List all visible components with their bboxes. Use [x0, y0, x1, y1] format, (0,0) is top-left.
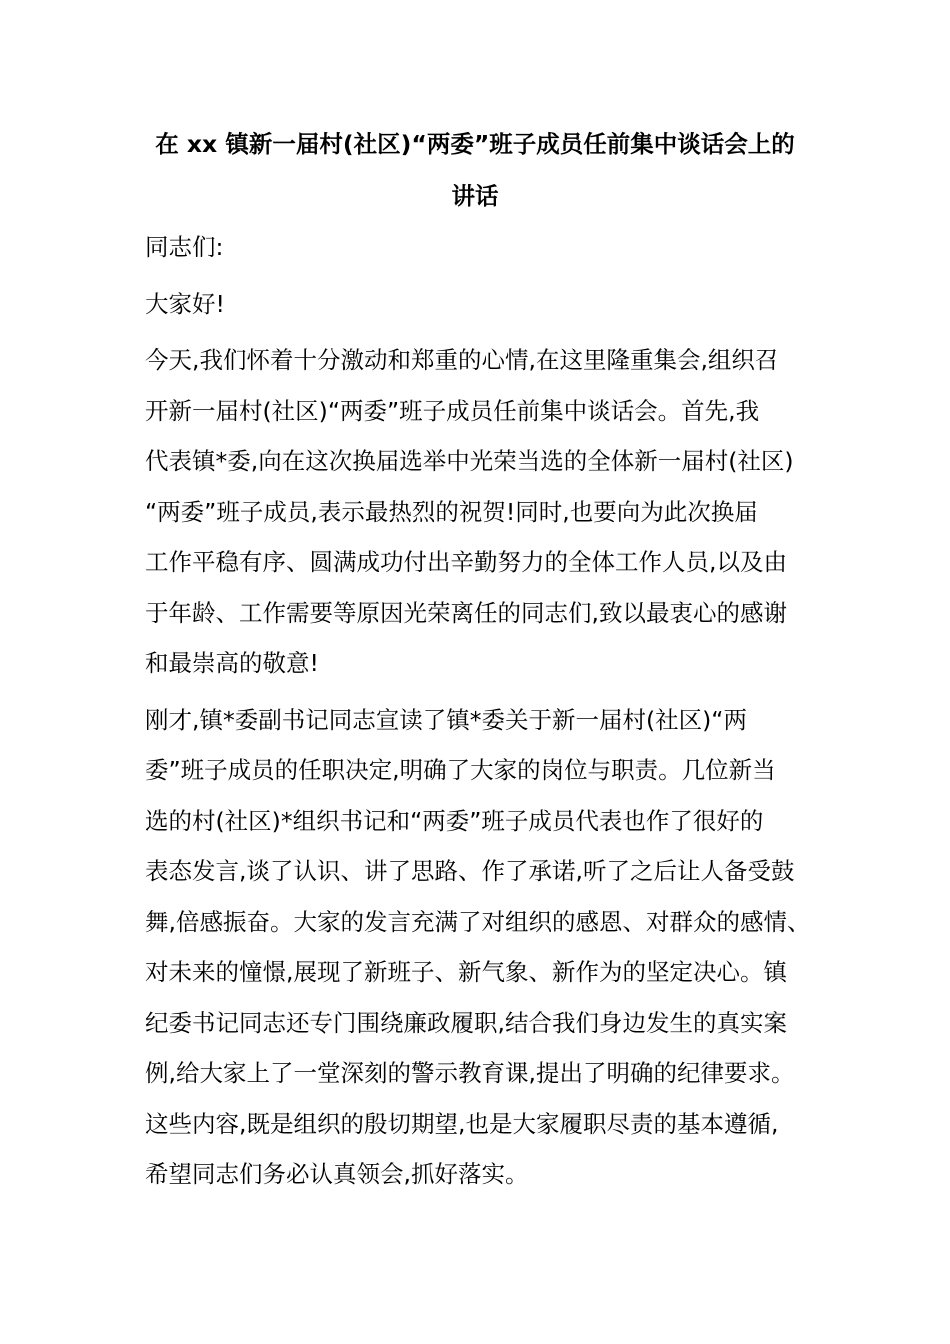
body-line: 于年龄、工作需要等原因光荣离任的同志们,致以最衷心的感谢 [145, 598, 787, 627]
salutation-paragraph [145, 222, 809, 273]
body-line: 表态发言,谈了认识、讲了思路、作了承诺,听了之后让人备受鼓 [145, 857, 795, 885]
body-line: 对未来的憧憬,展现了新班子、新气象、新作为的坚定决心。镇 [145, 958, 787, 986]
body-line: 大家好! [145, 289, 225, 318]
body-line: 委”班子成员的任职决定,明确了大家的岗位与职责。几位新当 [145, 756, 776, 784]
body-line: “两委”班子成员,表示最热烈的祝贺!同时,也要向为此次换届 [145, 497, 758, 526]
body-line: 今天,我们怀着十分激动和郑重的心情,在这里隆重集会,组织召 [145, 346, 779, 374]
document-body [145, 222, 809, 1206]
body-line: 例,给大家上了一堂深刻的警示教育课,提出了明确的纪律要求。 [145, 1059, 795, 1087]
document-title [120, 118, 830, 222]
body-line: 同志们: [145, 233, 224, 261]
body-line: 纪委书记同志还专门围绕廉政履职,结合我们身边发生的真实案 [145, 1008, 787, 1037]
greeting-paragraph [145, 279, 809, 330]
body-line: 选的村(社区)*组织书记和“两委”班子成员代表也作了很好的 [145, 806, 764, 835]
body-line: 希望同志们务必认真领会,抓好落实。 [145, 1160, 529, 1188]
body-line: 刚才,镇*委副书记同志宣读了镇*委关于新一届村(社区)“两 [145, 705, 747, 734]
title-line-2: 讲话 [451, 182, 499, 210]
body-line: 和最崇高的敬意! [145, 649, 319, 677]
opening-paragraph [145, 335, 809, 689]
body-line: 舞,倍感振奋。大家的发言充满了对组织的感恩、对群众的感情、 [145, 907, 811, 936]
title-line-1: 在 xx 镇新一届村(社区)“两委”班子成员任前集中谈话会上的 [155, 130, 795, 158]
body-line: 开新一届村(社区)“两委”班子成员任前集中谈话会。首先,我 [145, 396, 760, 425]
body-line: 这些内容,既是组织的殷切期望,也是大家履职尽责的基本遵循, [145, 1109, 779, 1138]
body-line: 代表镇*委,向在这次换届选举中光荣当选的全体新一届村(社区) [145, 447, 794, 475]
content-paragraph [145, 695, 809, 1200]
body-line: 工作平稳有序、圆满成功付出辛勤努力的全体工作人员,以及由 [145, 548, 787, 576]
